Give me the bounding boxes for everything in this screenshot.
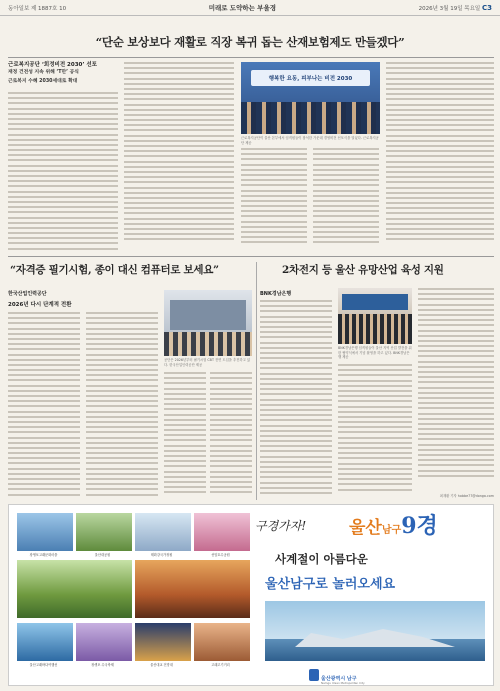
ad-thumb-6 [76, 623, 132, 661]
top-story-deck-2: 근로복지 수혜 2030세대로 확대 [8, 79, 78, 84]
right-story-photo [338, 288, 412, 344]
ad-thumb-large-2 [135, 560, 250, 618]
ad-thumb-7 [135, 623, 191, 661]
page-number: C3 [481, 3, 492, 12]
left-story-deck: 2026년 다시 단계적 전환 [8, 302, 72, 308]
left-story-photo [164, 290, 252, 356]
left-story-org: 한국산업인력공단 [8, 291, 47, 297]
left-story-photo-caption: 공단은 2026년부터 필기시험 CBT 전면 도입을 추진하고 있다. 한국산업인력공단 제공 [164, 358, 250, 367]
city-logo-icon [309, 669, 319, 681]
divider [8, 256, 494, 257]
ad-brand-b: 남구 [381, 525, 402, 536]
right-story-body-col1 [260, 300, 332, 500]
right-story-byline: 최재환 기자 hobbe77@donga.com [439, 494, 494, 498]
ad-headline-2: 울산남구로 놀러오세요 [265, 577, 396, 592]
ad-slogan: 구경가자! [255, 519, 307, 533]
ad-thumb-caption-3: 태화강국가정원 [150, 553, 173, 557]
ad-brand-num: 9경 [401, 513, 438, 539]
left-story-headline: “자격증 필기시험, 종이 대신 컴퓨터로 보세요” [10, 264, 219, 276]
ad-scenery-graphic [265, 601, 485, 661]
top-story-body-col4 [313, 148, 379, 252]
city-logo-name: 울산광역시 남구 [321, 676, 357, 682]
ad-thumb-5 [17, 623, 73, 661]
ad-thumb-2 [76, 513, 132, 551]
top-story-body-col3 [241, 148, 307, 252]
ad-brand-a: 울산 [349, 518, 382, 538]
ad-thumb-caption-6: 장생포 수국축제 [91, 663, 114, 667]
ad-thumb-caption-5: 울산고래바다여행선 [29, 663, 58, 667]
top-story-body-col2 [124, 62, 234, 252]
ad-thumb-caption-7: 울산대교 전망대 [150, 663, 173, 667]
top-story-photo [241, 62, 380, 134]
right-story-body-col2 [338, 364, 412, 500]
paper-info: 동아일보 제 1887호 10 [8, 5, 67, 12]
page-header [0, 0, 500, 16]
photo-banner-text: 행복한 요동, 피부나는 비전 2030 [268, 76, 353, 82]
section-title: 미래로 도약하는 부울경 [208, 4, 277, 12]
top-story-headline: “단순 보상보다 재활로 직장 복귀 돕는 산재보험제도 만들겠다” [95, 35, 405, 49]
ad-thumb-8 [194, 623, 250, 661]
right-story-org: BNK경남은행 [260, 291, 292, 297]
ad-thumb-1 [17, 513, 73, 551]
ad-thumb-3 [135, 513, 191, 551]
divider [8, 57, 494, 58]
top-story-org: 근로복지공단 ‘회정비전 2030’ 선포 [8, 62, 97, 68]
ad-thumb-caption-2: 울산대공원 [94, 553, 111, 557]
ad-thumb-large-1 [17, 560, 132, 618]
ad-thumb-caption-4: 선암호수공원 [211, 553, 230, 557]
right-story-photo-caption: BNK경남은행 임직원들이 울산 지역 산업 발전을 위한 협약식에서 기념 촬영을 하고 있다. BNK경남은행 제공 [338, 346, 412, 359]
tourism-advertisement [8, 504, 494, 686]
top-story-photo-caption: 근로복지공단이 울산 본부에서 임직원들이 참석한 가운데 경영비전 선포식을 열었다. 근로복지공단 제공 [241, 136, 379, 145]
issue-date: 2026년 3월 19일 목요일 [418, 5, 481, 12]
left-story-body-col1 [8, 312, 80, 500]
ad-thumb-4 [194, 513, 250, 551]
left-story-body-col2 [86, 312, 158, 500]
city-logo-sub: Namgu Ulsan Metropolitan City [321, 681, 365, 685]
ad-thumb-caption-8: 고래고기거리 [211, 663, 230, 667]
ad-brand [349, 509, 438, 540]
left-story-body-col3 [164, 372, 206, 500]
right-story-headline: 2차전지 등 울산 유망산업 육성 지원 [282, 264, 444, 276]
ad-thumb-caption-1: 장생포고래문화마을 [29, 553, 58, 557]
top-story-deck-1: 재정 건전성 지속 위해 ‘T만’ 공식 [8, 70, 79, 75]
top-story-body-col1 [8, 92, 118, 252]
ad-headline-1: 사계절이 아름다운 [275, 552, 368, 566]
top-story-body-col5 [386, 62, 494, 252]
left-story-body-col4 [210, 372, 252, 500]
column-divider [256, 262, 257, 500]
right-story-body-col3 [418, 288, 494, 492]
